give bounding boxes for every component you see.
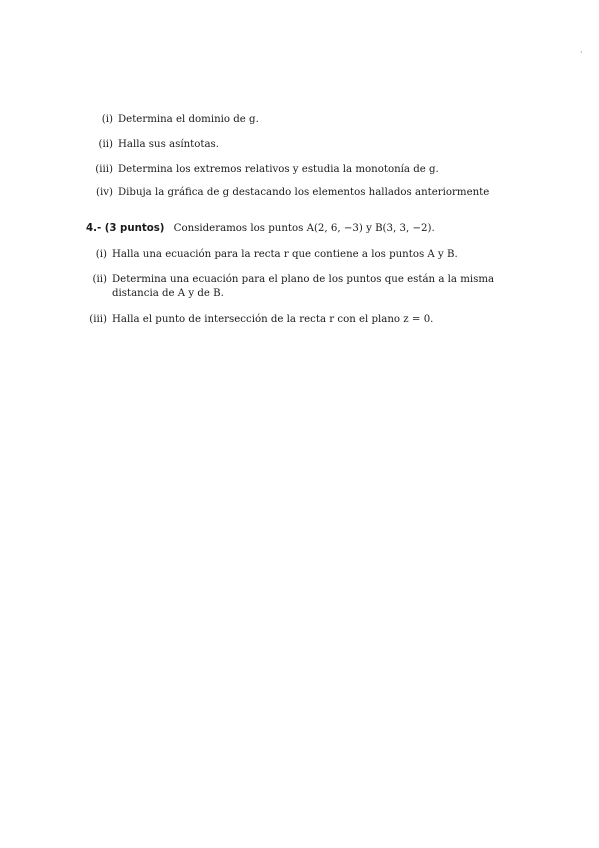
list-item bbox=[98, 138, 220, 152]
list-item bbox=[96, 186, 490, 200]
list-item bbox=[95, 163, 439, 177]
item-text: Determina los extremos relativos y estudia la monotonía de g. bbox=[118, 164, 439, 175]
item-number: (i) bbox=[95, 249, 107, 260]
item-number: (ii) bbox=[98, 139, 113, 150]
item-text: Halla una ecuación para la recta r que contiene a los puntos A y B. bbox=[112, 249, 458, 260]
item-number: (i) bbox=[101, 114, 113, 125]
problem-number: 4.- (3 puntos) bbox=[86, 223, 165, 234]
corner-mark: · bbox=[580, 48, 583, 57]
item-text: Determina el dominio de g. bbox=[118, 114, 259, 125]
item-text: Determina una ecuación para el plano de los puntos que están a la misma distancia de A y de B. bbox=[112, 274, 495, 299]
problem-4-statement bbox=[86, 222, 435, 236]
list-item bbox=[89, 313, 434, 327]
item-text: Halla sus asíntotas. bbox=[118, 139, 220, 150]
item-number: (iii) bbox=[95, 164, 113, 175]
list-item bbox=[92, 273, 508, 301]
problem-text: Consideramos los puntos A(2, 6, −3) y B(3, 3, −2). bbox=[173, 223, 435, 234]
item-text: Halla el punto de intersección de la recta r con el plano z = 0. bbox=[112, 314, 434, 325]
item-text: Dibuja la gráfica de g destacando los elementos hallados anteriormente bbox=[118, 187, 490, 198]
item-number: (iv) bbox=[96, 187, 113, 198]
list-item bbox=[95, 248, 458, 262]
item-number: (ii) bbox=[92, 274, 107, 285]
list-item bbox=[101, 113, 259, 127]
item-number: (iii) bbox=[89, 314, 107, 325]
